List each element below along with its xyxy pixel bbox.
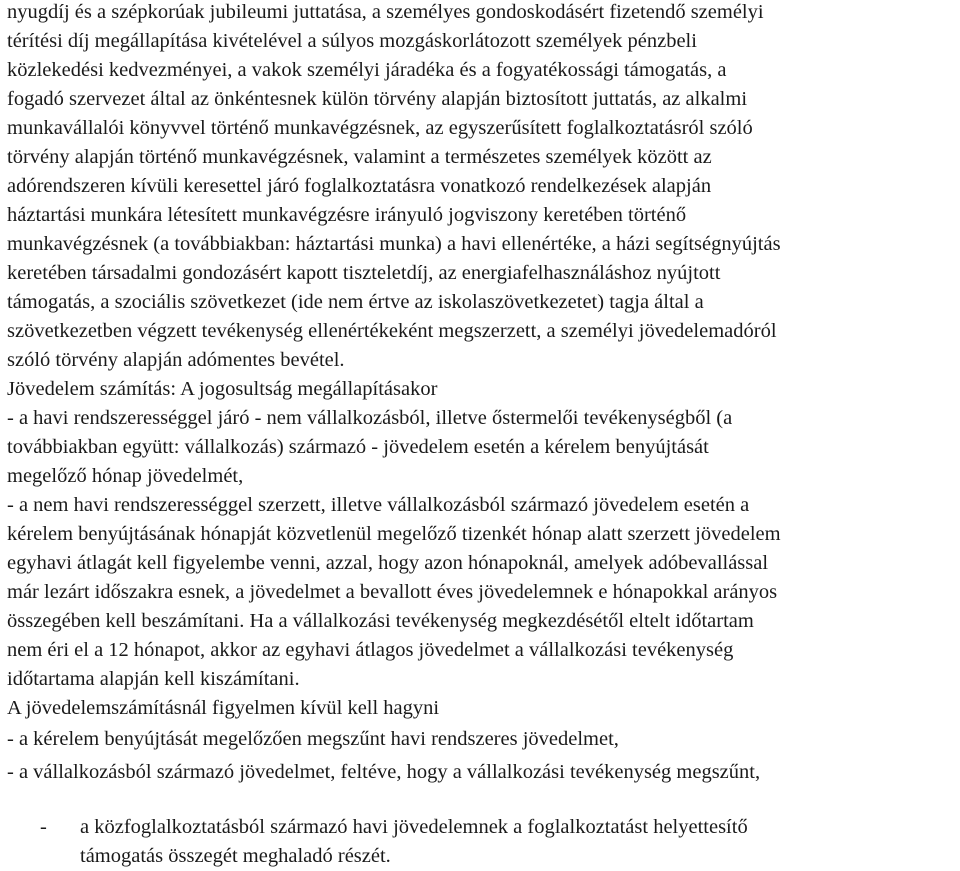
text-line: szövetkezetben végzett tevékenység ellenértékeként megszerzett, a személyi jövedelemadóról [7,320,777,342]
text-line: támogatás, a szociális szövetkezet (ide nem értve az iskolaszövetkezetet) tagja által a [7,291,704,313]
text-line: fogadó szervezet által az önkéntesnek külön törvény alapján biztosított juttatás, az alkalmi [7,88,748,110]
text-line: munkavállalói könyvvel történő munkavégzésnek, az egyszerűsített foglalkoztatásról szóló [7,117,753,139]
text-line: összegében kell beszámítani. Ha a vállalkozási tevékenység megkezdésétől eltelt időtartam [7,610,754,632]
list-dash: - [40,816,47,838]
list-item-line: a közfoglalkoztatásból származó havi jövedelemnek a foglalkoztatást helyettesítő [80,816,748,838]
text-line: kérelem benyújtásának hónapját közvetlenül megelőző tizenkét hónap alatt szerzett jövedelem [7,523,781,545]
text-line: továbbiakban együtt: vállalkozás) származó - jövedelem esetén a kérelem benyújtását [7,436,709,458]
text-line: térítési díj megállapítása kivételével a súlyos mozgáskorlátozott személyek pénzbeli [7,30,697,52]
text-line: keretében társadalmi gondozásért kapott tiszteletdíj, az energiafelhasználáshoz nyújtott [7,262,721,284]
text-line: - a nem havi rendszerességgel szerzett, illetve vállalkozásból származó jövedelem esetén a [7,494,750,516]
text-line: - a kérelem benyújtását megelőzően megszűnt havi rendszeres jövedelmet, [7,728,619,750]
text-line: szóló törvény alapján adómentes bevétel. [7,349,345,371]
text-line: megelőző hónap jövedelmét, [7,465,244,487]
text-line: közlekedési kedvezményei, a vakok személyi járadéka és a fogyatékossági támogatás, a [7,59,727,81]
text-line: munkavégzésnek (a továbbiakban: háztartási munka) a havi ellenértéke, a házi segítségnyújtás [7,233,781,255]
text-line: nem éri el a 12 hónapot, akkor az egyhavi átlagos jövedelmet a vállalkozási tevékenység [7,639,734,661]
text-line: - a vállalkozásból származó jövedelmet, feltéve, hogy a vállalkozási tevékenység megszűnt, [7,761,761,783]
text-line: háztartási munkára létesített munkavégzésre irányuló jogviszony keretében történő [7,204,687,226]
text-line: törvény alapján történő munkavégzésnek, valamint a természetes személyek között az [7,146,712,168]
section-heading: A jövedelemszámításnál figyelmen kívül kell hagyni [7,697,440,719]
text-line: időtartama alapján kell kiszámítani. [7,668,300,690]
list-item-line: támogatás összegét meghaladó részét. [80,845,391,867]
text-line: nyugdíj és a szépkorúak jubileumi juttatása, a személyes gondoskodásért fizetendő személyi [7,1,764,23]
text-line: már lezárt időszakra esnek, a jövedelmet a bevallott éves jövedelemnek e hónapokkal arányos [7,581,778,603]
text-line: egyhavi átlagát kell figyelembe venni, azzal, hogy azon hónapoknál, amelyek adóbevallással [7,552,769,574]
text-line: - a havi rendszerességgel járó - nem vállalkozásból, illetve őstermelői tevékenységből (a [7,407,733,429]
text-line: adórendszeren kívüli keresettel járó foglalkoztatásra vonatkozó rendelkezések alapján [7,175,712,197]
section-heading: Jövedelem számítás: A jogosultság megállapításakor [7,378,438,400]
